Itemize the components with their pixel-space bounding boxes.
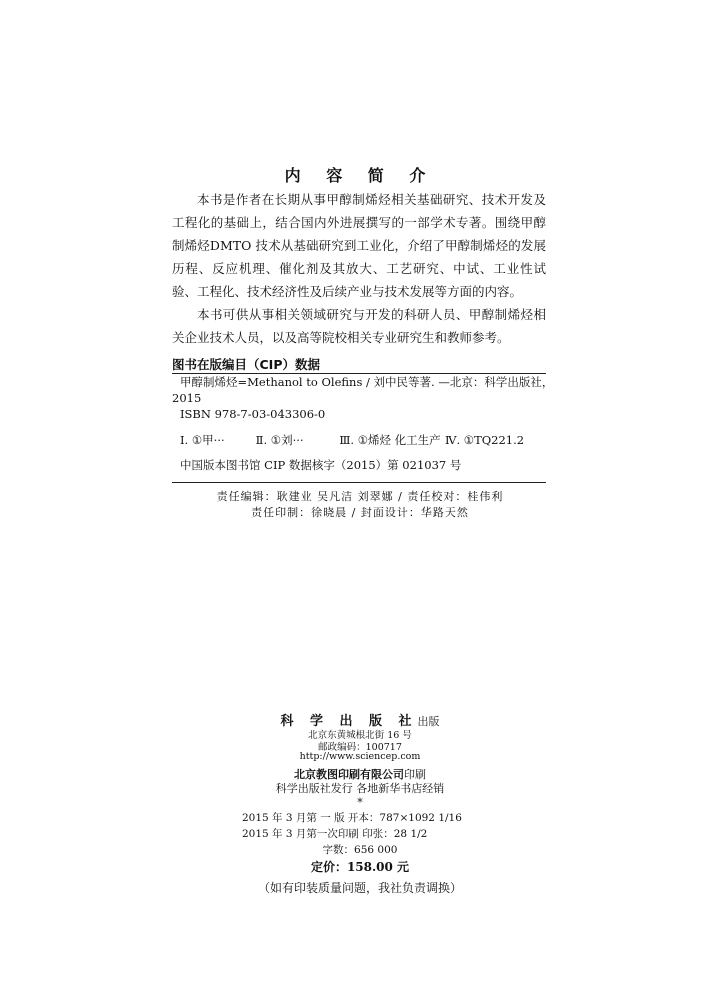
printer-name: 北京教图印刷有限公司 — [294, 768, 404, 781]
cip-classification — [180, 432, 524, 448]
credits-line-2: 责任印制：徐晓晨 / 封面设计：华路天然 — [251, 506, 469, 519]
publisher-address: 北京东黄城根北街 16 号 — [308, 730, 412, 741]
printing-line: 2015 年 3 月第一次印刷 印张：28 1/2 — [242, 828, 428, 840]
cip-top-rule — [172, 373, 546, 374]
price: 定价：158.00 元 — [310, 860, 410, 874]
publisher-website: http://www.sciencep.com — [299, 751, 421, 762]
cip-bottom-rule — [172, 482, 546, 483]
separator-star: * — [357, 796, 363, 809]
intro-text — [172, 188, 546, 349]
publisher-suffix: 出版 — [417, 715, 440, 728]
credits-line-1: 责任编辑：耿建业 吴凡洁 刘翠娜 / 责任校对：桂伟利 — [216, 490, 504, 503]
cip-class-1: Ⅰ. ①甲··· — [180, 433, 225, 447]
publisher-name: 科 学 出 版 社 — [280, 714, 418, 729]
cip-record: 中国版本图书馆 CIP 数据核字（2015）第 021037 号 — [180, 458, 462, 472]
intro-title: 内 容 简 介 — [284, 166, 436, 185]
printer-suffix: 印刷 — [404, 768, 426, 781]
intro-paragraph-1: 本书是作者在长期从事甲醇制烯烃相关基础研究、技术开发及工程化的基础上，结合国内外进展撰写的一部学术专著。围绕甲醇制烯烃DMTO 技术从基础研究到工业化，介绍了甲醇制烯烃的发展历程、反应机理、催化剂及其放大、工艺研究、中试、工业性试验、工程化、技术经济性及后续产业与技术发展等方面的内容。 — [172, 192, 546, 299]
publisher-postcode: 邮政编码：100717 — [318, 742, 402, 753]
intro-paragraph-2: 本书可供从事相关领域研究与开发的科研人员、甲醇制烯烃相关企业技术人员，以及高等院校相关专业研究生和教师参考。 — [172, 307, 546, 345]
cip-isbn: ISBN 978-7-03-043306-0 — [180, 407, 326, 421]
cip-heading: 图书在版编目（CIP）数据 — [172, 357, 320, 372]
cip-class-3: Ⅲ. ①烯烃 化工生产 — [339, 433, 441, 447]
cip-class-2: Ⅱ. ①刘··· — [255, 433, 304, 447]
cip-class-4: Ⅳ. ①TQ221.2 — [444, 433, 525, 447]
quality-notice: （如有印装质量问题，我社负责调换） — [257, 881, 462, 895]
cip-title-line-2: 2015 — [172, 391, 202, 405]
distribution-line: 科学出版社发行 各地新华书店经销 — [275, 782, 445, 795]
edition-line: 2015 年 3 月第 一 版 开本：787×1092 1/16 — [242, 812, 462, 824]
cip-title-line-1: 甲醇制烯烃=Methanol to Olefins / 刘中民等著. —北京：科学出版社， — [180, 375, 554, 389]
word-count: 字数：656 000 — [322, 844, 398, 856]
